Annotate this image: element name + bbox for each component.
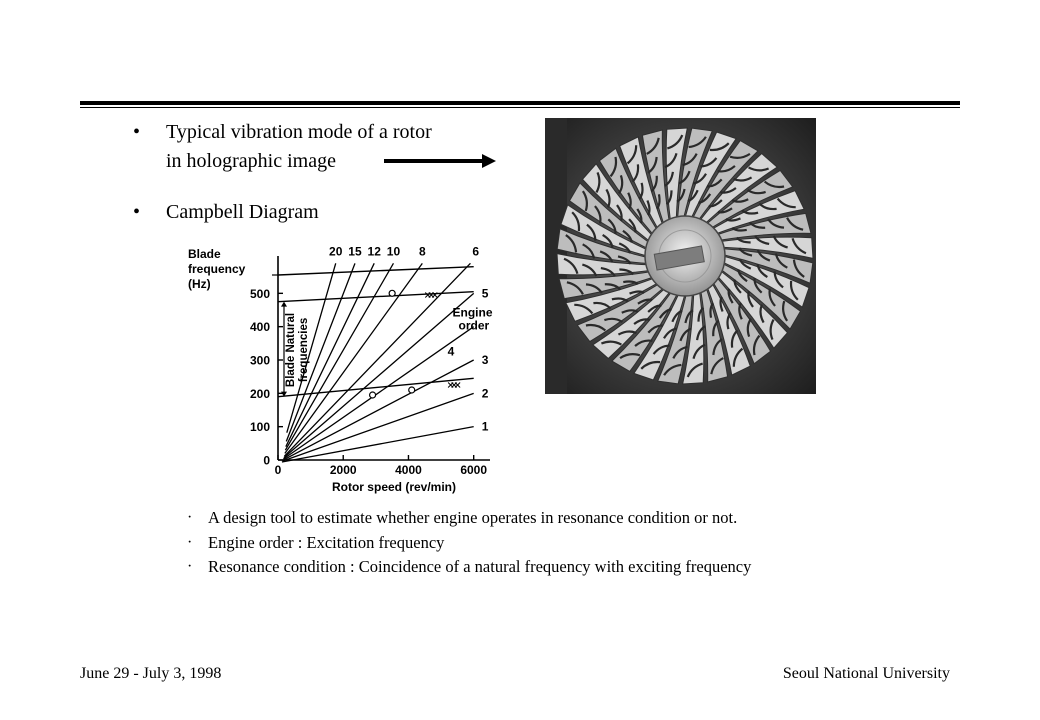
engine-order-label: 20 [329,244,343,259]
resonance-point [409,387,415,393]
engine-order-labels [329,244,489,433]
engine-order-label: 8 [418,244,426,259]
arrow-to-image [380,150,500,170]
footer-institution: Seoul National University [782,665,950,682]
y-tick-label: 100 [249,420,270,435]
engine-order-label: 2 [481,386,489,401]
engine-order-label: 1 [481,419,489,434]
engine-order-label: 4 [447,344,455,359]
y-axis-label-line: Blade [188,247,221,261]
y-axis-label [188,247,246,291]
x-axis-label: Rotor speed (rev/min) [331,480,457,494]
x-tick-label: 0 [274,463,282,477]
note-design-tool: A design tool to estimate whether engine operates in resonance condition or not. [208,508,738,527]
bullet-rotor-mode-line1: Typical vibration mode of a rotor [166,121,432,143]
y-axis-label-line: (Hz) [188,277,211,291]
note-resonance: Resonance condition : Coincidence of a natural frequency with exciting frequency [208,557,752,576]
x-tick-label: 2000 [329,463,357,477]
engine-order-label: 12 [367,244,381,259]
engine-order-label: 3 [481,353,489,367]
bullet-rotor-mode-line2: in holographic image [166,150,336,172]
engine-order-label: 6 [472,244,480,259]
note-marker: · [187,509,193,526]
footer-date: June 29 - July 3, 1998 [80,665,222,682]
band-annotation-line: Blade Natural [285,312,297,388]
note-marker: · [187,558,193,575]
engine-order-title: Engine [452,305,493,320]
note-engine-order: Engine order : Excitation frequency [208,533,445,552]
y-tick-label: 300 [249,353,270,368]
x-tick-label: 4000 [395,463,422,477]
y-tick-label: 500 [249,286,270,301]
band-annotation [285,313,310,387]
instability-cross [448,383,460,388]
header-rule-thick [80,101,960,105]
y-tick-label: 0 [263,453,270,468]
holographic-rotor-image [545,118,816,394]
resonance-point [389,290,395,296]
engine-order-line [282,427,474,462]
resonance-point [370,392,376,398]
bullet-marker: • [133,201,141,223]
y-tick-label: 200 [249,386,270,401]
engine-order-title: order [458,318,490,333]
header-rule-thin [80,107,960,108]
x-tick-label: 6000 [460,463,488,477]
note-marker: · [187,534,193,551]
bullet-marker: • [133,121,141,143]
band-annotation-line: frequencies [298,317,310,383]
engine-order-label: 10 [386,244,401,259]
y-tick-label: 400 [249,320,270,335]
natural-frequency-line [278,267,474,275]
engine-order-line [282,393,473,461]
engine-order-label: 5 [481,286,489,301]
campbell-diagram [160,236,520,498]
engine-order-label: 15 [348,244,362,259]
y-axis-label-line: frequency [188,262,246,276]
band-arrowhead-top [281,302,287,307]
bullet-campbell: Campbell Diagram [166,201,319,223]
